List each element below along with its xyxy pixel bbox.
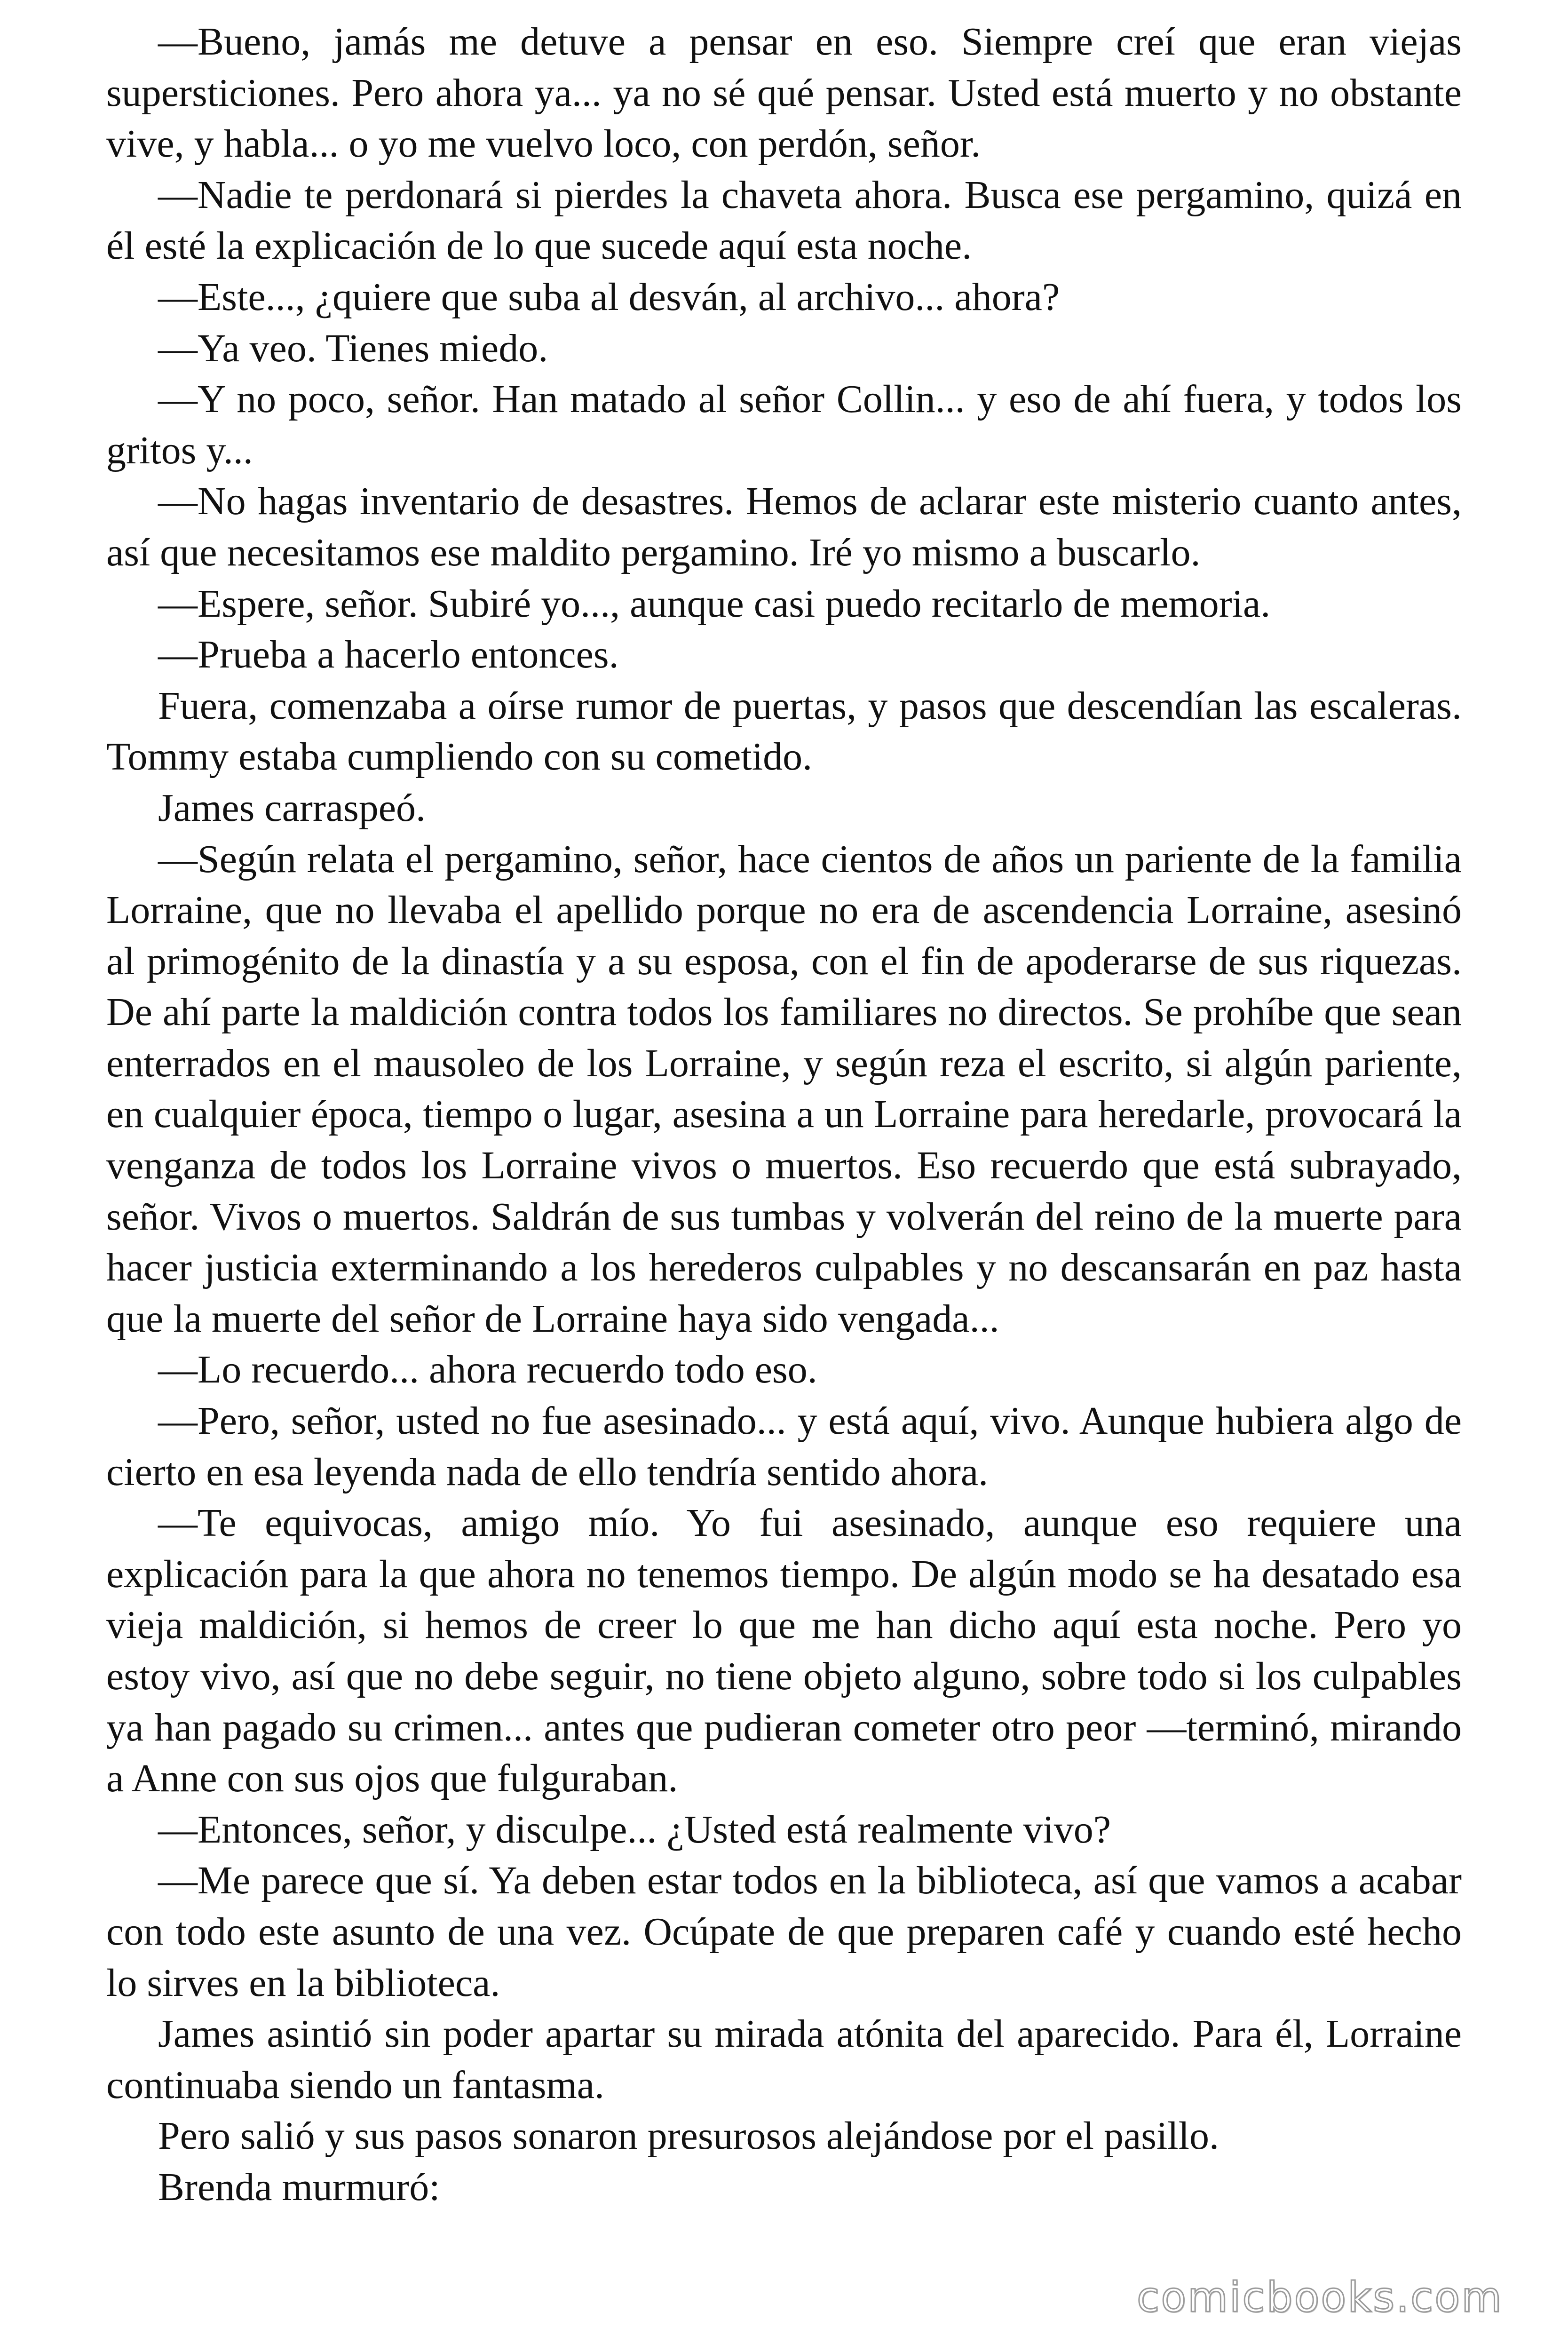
paragraph: —Prueba a hacerlo entonces. xyxy=(158,633,619,677)
paragraph: Fuera, comenzaba a oírse rumor de puertas, y pasos que descendían las escaleras. Tommy estaba cumpliendo con su cometido. xyxy=(106,683,1462,779)
paragraph: —Espere, señor. Subiré yo..., aunque casi puedo recitarlo de memoria. xyxy=(158,581,1271,626)
paragraph: —Me parece que sí. Ya deben estar todos en la biblioteca, así que vamos a acabar con todo este asunto de una vez. Ocúpate de que preparen café y cuando esté hecho lo sirves en la biblioteca. xyxy=(106,1859,1462,2005)
paragraph: —Este..., ¿quiere que suba al desván, al archivo... ahora? xyxy=(158,275,1060,319)
paragraph: —Entonces, señor, y disculpe... ¿Usted está realmente vivo? xyxy=(158,1807,1111,1851)
book-page xyxy=(106,16,1462,2213)
paragraph: —Bueno, jamás me detuve a pensar en eso. Siempre creí que eran viejas supersticiones. Pero ahora ya... ya no sé qué pensar. Usted está muerto y no obstante vive, y habla... o yo me vuelvo loco, con perdón, señor. xyxy=(106,20,1462,166)
paragraph: —Ya veo. Tienes miedo. xyxy=(158,326,548,370)
paragraph: Pero salió y sus pasos sonaron presurosos alejándose por el pasillo. xyxy=(158,2114,1219,2158)
paragraph: —Según relata el pergamino, señor, hace cientos de años un pariente de la familia Lorraine, que no llevaba el apellido porque no era de ascendencia Lorraine, asesinó al primogénito de la dinastía y a su esposa, con el fin de apoderarse de sus riquezas. De ahí parte la maldición contra todos los familiares no directos. Se prohíbe que sean enterrados en el mausoleo de los Lorraine, y según reza el escrito, si algún pariente, en cualquier época, tiempo o lugar, asesina a un Lorraine para heredarle, provocará la venganza de todos los Lorraine vivos o muertos. Eso recuerdo que está subrayado, señor. Vivos o muertos. Saldrán de sus tumbas y volverán del reino de la muerte para hacer justicia exterminando a los herederos culpables y no descansarán en paz hasta que la muerte del señor de Lorraine haya sido vengada... xyxy=(106,837,1462,1341)
paragraph: Brenda murmuró: xyxy=(158,2165,440,2209)
watermark: comicbooks.com xyxy=(1136,2273,1503,2321)
paragraph: —Pero, señor, usted no fue asesinado... y está aquí, vivo. Aunque hubiera algo de cierto en esa leyenda nada de ello tendría sentido ahora. xyxy=(106,1399,1462,1494)
paragraph: —Lo recuerdo... ahora recuerdo todo eso. xyxy=(158,1348,817,1392)
paragraph: —No hagas inventario de desastres. Hemos de aclarar este misterio cuanto antes, así que necesitamos ese maldito pergamino. Iré yo mismo a buscarlo. xyxy=(106,479,1462,574)
paragraph: —Y no poco, señor. Han matado al señor Collin... y eso de ahí fuera, y todos los gritos y... xyxy=(106,377,1462,472)
paragraph: James carraspeó. xyxy=(158,786,426,830)
paragraph: James asintió sin poder apartar su mirada atónita del aparecido. Para él, Lorraine continuaba siendo un fantasma. xyxy=(106,2012,1462,2107)
paragraph: —Nadie te perdonará si pierdes la chaveta ahora. Busca ese pergamino, quizá en él esté la explicación de lo que sucede aquí esta noche. xyxy=(106,173,1462,268)
paragraph: —Te equivocas, amigo mío. Yo fui asesinado, aunque eso requiere una explicación para la que ahora no tenemos tiempo. De algún modo se ha desatado esa vieja maldición, si hemos de creer lo que me han dicho aquí esta noche. Pero yo estoy vivo, así que no debe seguir, no tiene objeto alguno, sobre todo si los culpables ya han pagado su crimen... antes que pudieran cometer otro peor —terminó, mirando a Anne con sus ojos que fulguraban. xyxy=(106,1501,1462,1801)
